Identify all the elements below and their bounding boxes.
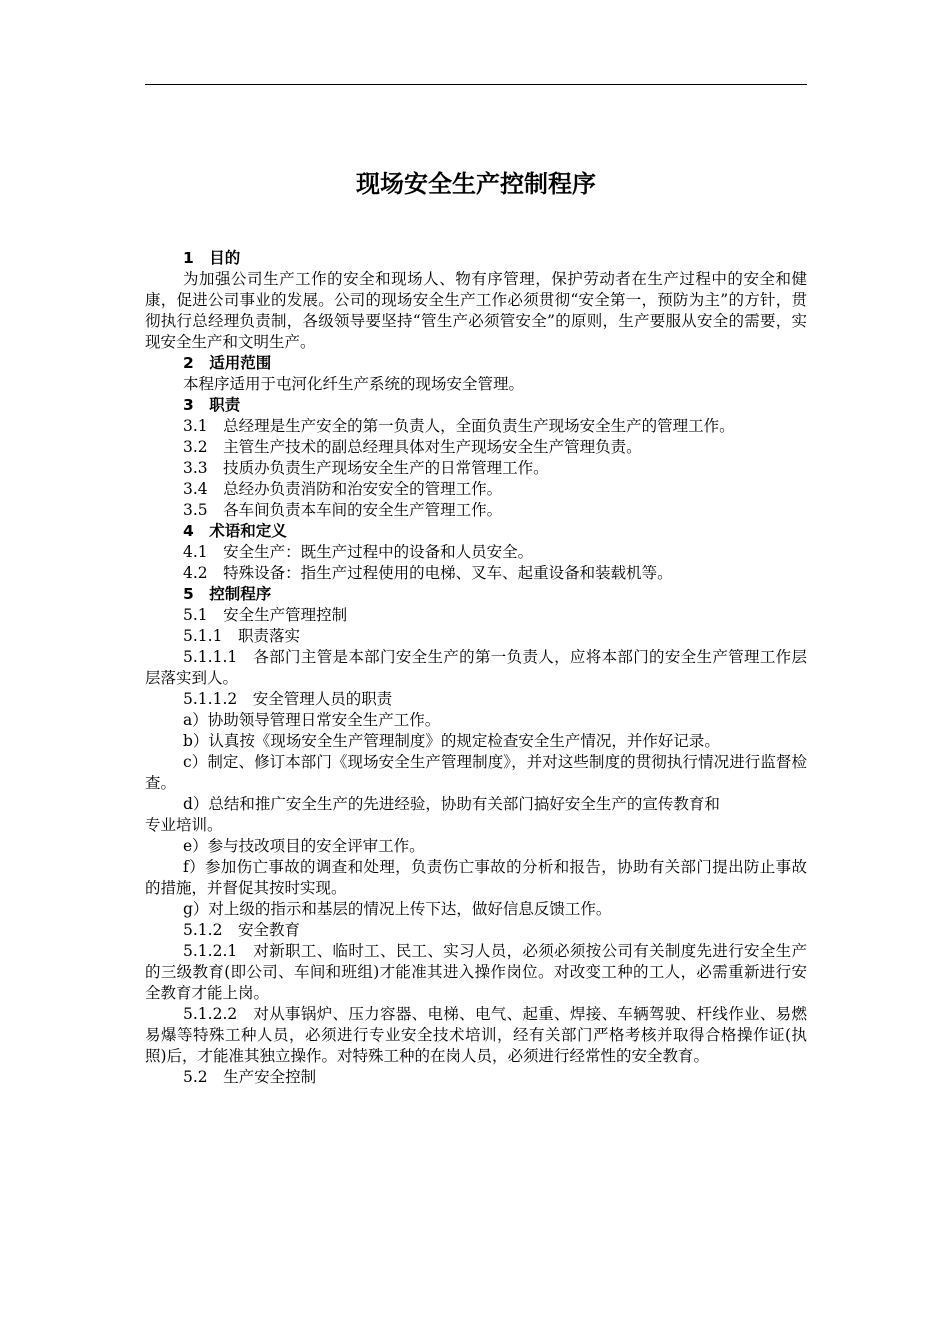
paragraph: f）参加伤亡事故的调查和处理，负责伤亡事故的分析和报告，协助有关部门提出防止事故的措施，并督促其按时实现。: [145, 858, 807, 897]
paragraph: 3.5 各车间负责本车间的安全生产管理工作。: [183, 501, 503, 519]
paragraph: e）参与技改项目的安全评审工作。: [183, 837, 425, 855]
paragraph: 3.2 主管生产技术的副总经理具体对生产现场安全生产管理负责。: [183, 438, 642, 456]
paragraph: g）对上级的指示和基层的情况上传下达，做好信息反馈工作。: [183, 900, 612, 918]
paragraph: 4.1 安全生产：既生产过程中的设备和人员安全。: [183, 543, 534, 561]
header-rule: [145, 84, 807, 85]
paragraph: d）总结和推广安全生产的先进经验，协助有关部门搞好安全生产的宣传教育和: [183, 795, 720, 813]
paragraph: 5.1.1 职责落实: [183, 627, 300, 645]
paragraph: 5.2 生产安全控制: [183, 1068, 317, 1086]
paragraph: c）制定、修订本部门《现场安全生产管理制度》，并对这些制度的贯彻执行情况进行监督检查。: [145, 753, 807, 792]
paragraph: 5.1.1.2 安全管理人员的职责: [183, 690, 393, 708]
section-heading: 2 适用范围: [183, 354, 272, 372]
paragraph: a）协助领导管理日常安全生产工作。: [183, 711, 441, 729]
paragraph: 专业培训。: [145, 816, 223, 834]
paragraph: 为加强公司生产工作的安全和现场人、物有序管理，保护劳动者在生产过程中的安全和健康，促进公司事业的发展。公司的现场安全生产工作必须贯彻“安全第一，预防为主”的方针，贯彻执行总经理负责制，各级领导要坚持“管生产必须管安全”的原则，生产要服从安全的需要，实现安全生产和文明生产。: [145, 270, 807, 351]
paragraph: 3.4 总经办负责消防和治安安全的管理工作。: [183, 480, 503, 498]
section-heading: 5 控制程序: [183, 585, 272, 603]
paragraph: 3.3 技质办负责生产现场安全生产的日常管理工作。: [183, 459, 549, 477]
document-body: [145, 248, 807, 1088]
paragraph: 4.2 特殊设备：指生产过程使用的电梯、叉车、起重设备和装载机等。: [183, 564, 673, 582]
paragraph: 5.1.2 安全教育: [183, 921, 300, 939]
paragraph: 5.1 安全生产管理控制: [183, 606, 348, 624]
paragraph: 本程序适用于屯河化纤生产系统的现场安全管理。: [183, 375, 525, 393]
section-heading: 1 目的: [183, 249, 241, 267]
paragraph: b）认真按《现场安全生产管理制度》的规定检查安全生产情况，并作好记录。: [183, 732, 720, 750]
section-heading: 4 术语和定义: [183, 522, 287, 540]
paragraph: 5.1.2.1 对新职工、临时工、民工、实习人员，必须必须按公司有关制度先进行安全生产的三级教育(即公司、车间和班组)才能准其进入操作岗位。对改变工种的工人，必需重新进行安全教育才能上岗。: [145, 942, 807, 1002]
paragraph: 5.1.1.1 各部门主管是本部门安全生产的第一负责人，应将本部门的安全生产管理工作层层落实到人。: [145, 648, 807, 687]
paragraph: 5.1.2.2 对从事锅炉、压力容器、电梯、电气、起重、焊接、车辆驾驶、杆线作业、易燃易爆等特殊工种人员，必须进行专业安全技术培训，经有关部门严格考核并取得合格操作证(执照)后，才能准其独立操作。对特殊工种的在岗人员，必须进行经常性的安全教育。: [145, 1005, 807, 1065]
document-title: 现场安全生产控制程序: [356, 170, 596, 198]
paragraph: 3.1 总经理是生产安全的第一负责人，全面负责生产现场安全生产的管理工作。: [183, 417, 735, 435]
section-heading: 3 职责: [183, 396, 241, 414]
